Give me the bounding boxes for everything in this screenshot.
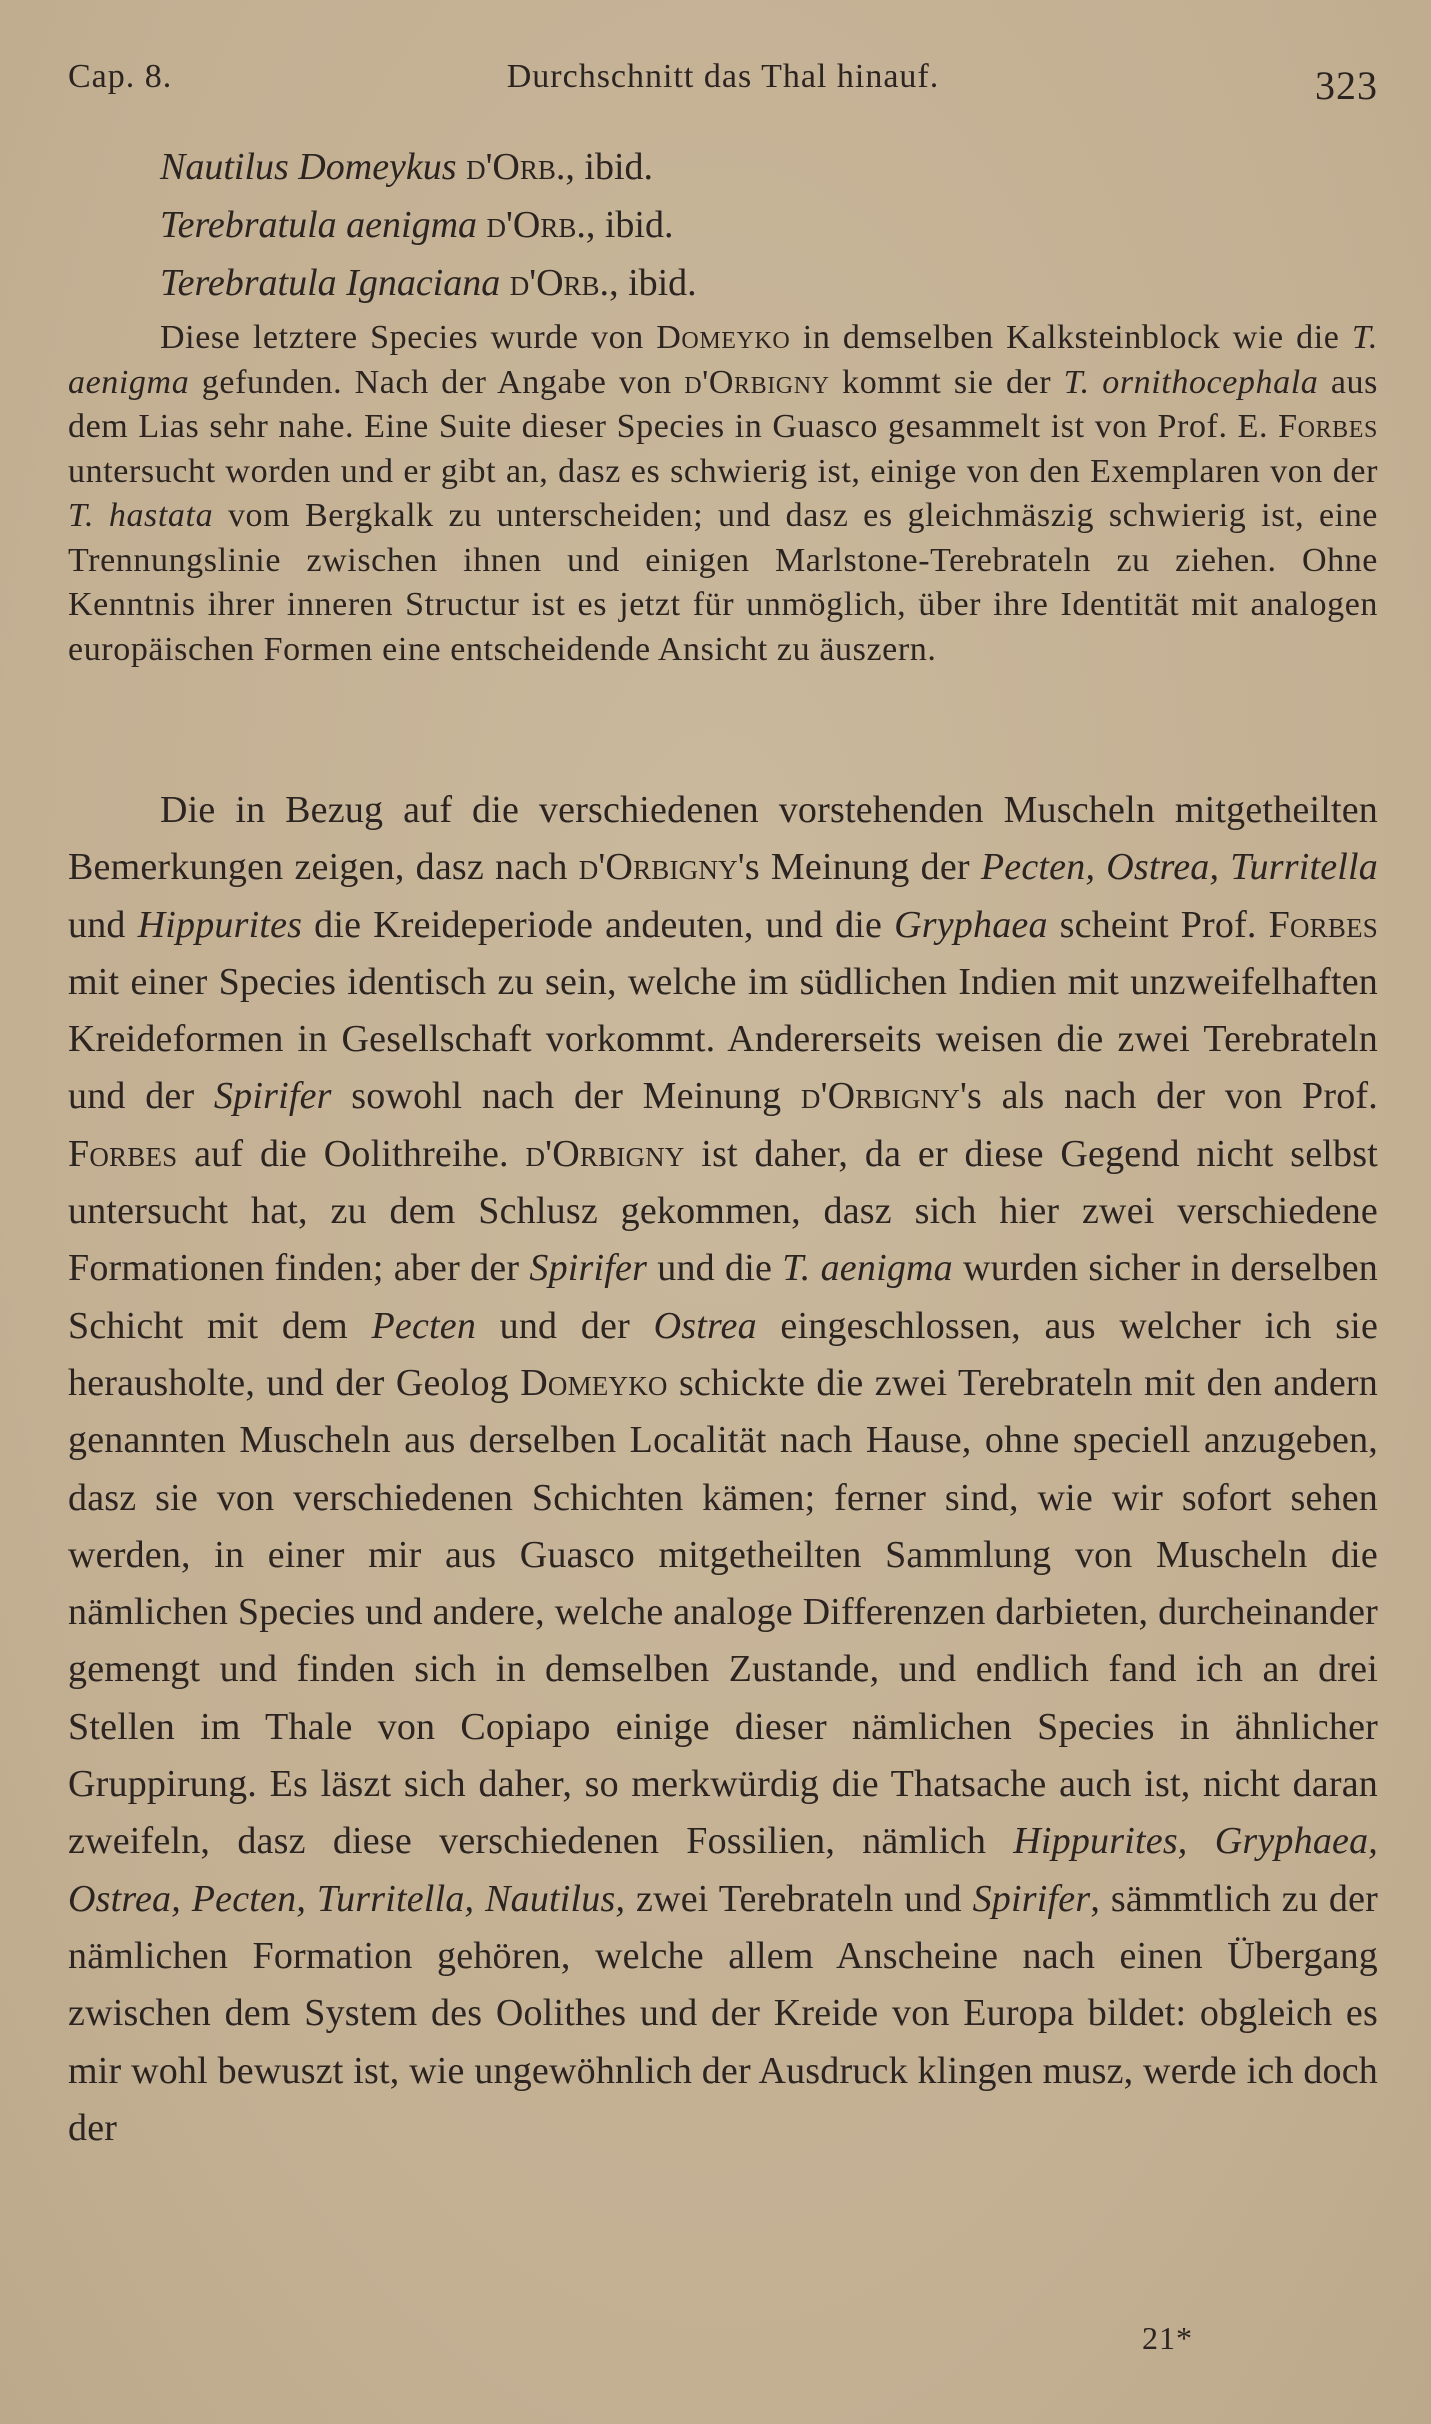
running-title: Durchschnitt das Thal hinauf. xyxy=(506,58,940,95)
text-run: 's als nach der von Prof. xyxy=(959,1075,1378,1118)
italic-term: T. aenigma xyxy=(782,1247,953,1290)
text-run: und xyxy=(68,903,138,946)
text-run: mit einer Species identisch zu sein, welche im südlichen Indien mit unzweifelhaften Kreideformen in Gesellschaft vorkommt. Andererseits weisen die zwei Terebrateln und der xyxy=(68,960,1378,1118)
text-run: kommt sie der xyxy=(829,363,1064,401)
text-run: wurden sicher in derselben Schicht mit dem xyxy=(68,1247,1378,1347)
species-source: , ibid. xyxy=(565,146,654,188)
author-name: Forbes xyxy=(68,1132,178,1175)
author-name: Domeyko xyxy=(520,1361,668,1404)
italic-term: Hippurites, Gryphaea, Ostrea, Pecten, Turritella, Nautilus, xyxy=(68,1820,1378,1920)
text-run: zwei Terebrateln und xyxy=(625,1877,973,1920)
italic-term: T. ornithocephala xyxy=(1063,363,1319,401)
italic-term: Spirifer xyxy=(972,1877,1091,1920)
species-reference xyxy=(160,196,697,254)
text-run: auf die Oolithreihe. xyxy=(177,1132,526,1175)
italic-term: Hippurites xyxy=(137,903,303,946)
running-header xyxy=(68,50,1378,110)
text-run: in demselben Kalksteinblock wie die xyxy=(790,319,1352,356)
author-name: Forbes xyxy=(1268,903,1378,946)
species-name: Terebratula Ignaciana xyxy=(160,262,501,304)
species-author: d'Orb. xyxy=(466,146,566,188)
text-run: Die in Bezug auf die verschiedenen vorstehenden Muscheln mitgetheilten Bemerkungen zeigen, dasz nach xyxy=(68,789,1378,889)
note-paragraph xyxy=(68,316,1378,672)
text-run: schickte die zwei Terebrateln mit den andern genannten Muscheln aus derselben Localität nach Hause, ohne speciell anzugeben, dasz sie von verschiedenen Schichten kämen; ferner sind, wie wir sofort sehen werden, in einer mir aus Guasco mitgetheilten Sammlung von Muscheln die nämlichen Species und andere, welche analoge Differenzen darbieten, durcheinander gemengt und finden sich in demselben Zustande, und endlich fand ich an drei Stellen im Thale von Copiapo einige dieser nämlichen Species in ähnlicher Gruppirung. Es läszt sich daher, so merkwürdig die Thatsache auch ist, nicht daran zweifeln, dasz diese verschiedenen Fossilien, nämlich xyxy=(68,1361,1378,1863)
text-run: scheint Prof. xyxy=(1047,903,1269,946)
author-name: d'Orbigny xyxy=(684,363,830,401)
text-run: und die xyxy=(647,1247,783,1290)
chapter-label: Cap. 8. xyxy=(68,58,173,95)
italic-term: Spirifer xyxy=(213,1075,332,1118)
signature-mark: 21* xyxy=(1142,2320,1193,2356)
italic-term: Gryphaea xyxy=(894,903,1048,946)
author-name: d'Orbigny xyxy=(578,846,738,889)
author-name: d'Orbigny xyxy=(800,1075,960,1118)
species-reference xyxy=(160,138,697,196)
text-run: gefunden. Nach der Angabe von xyxy=(189,363,685,401)
species-source: , ibid. xyxy=(585,204,674,246)
italic-term: T. aenigma xyxy=(68,319,1378,401)
text-run: ist daher, da er diese Gegend nicht selbst untersucht hat, zu dem Schlusz gekommen, dasz sich hier zwei verschiedene Formationen finden; aber der xyxy=(68,1132,1378,1290)
species-author: d'Orb. xyxy=(486,204,586,246)
author-name: d'Orbigny xyxy=(525,1132,685,1175)
species-name: Nautilus Domeykus xyxy=(160,146,457,188)
text-run: 's Meinung der xyxy=(737,846,981,889)
text-run: aus dem Lias sehr nahe. Eine Suite dieser Species in Guasco gesammelt ist von Prof. E. xyxy=(68,363,1378,445)
text-run: eingeschlossen, aus welcher ich sie herausholte, und der Geolog xyxy=(68,1304,1379,1404)
body-paragraph xyxy=(68,782,1378,2157)
text-run: vom Bergkalk zu unterscheiden; und dasz es gleichmäszig schwierig ist, eine Trennungslinie zwischen ihnen und einigen Marlstone-Terebrateln zu ziehen. Ohne Kenntnis ihrer inneren Structur ist es jetzt für unmöglich, über ihre Identität mit analogen europäischen Formen eine entscheidende Ansicht zu äuszern. xyxy=(68,497,1378,668)
species-source: , ibid. xyxy=(609,262,697,304)
italic-term: Pecten xyxy=(371,1304,477,1347)
text-run: die Kreideperiode andeuten, und die xyxy=(302,903,895,946)
species-reference xyxy=(160,254,697,312)
text-run: untersucht worden und er gibt an, dasz es schwierig ist, einige von den Exemplaren von der xyxy=(68,452,1378,490)
italic-term: Spirifer xyxy=(529,1247,648,1290)
italic-term: Ostrea xyxy=(653,1304,757,1347)
species-reference-list xyxy=(160,138,697,312)
text-run: , sämmtlich zu der nämlichen Formation gehören, welche allem Anscheine nach einen Übergang zwischen dem System des Oolithes und der Kreide von Europa bildet: obgleich es mir wohl bewuszt ist, wie ungewöhnlich der Ausdruck klingen musz, werde ich doch der xyxy=(68,1877,1378,2149)
author-name: Forbes xyxy=(1278,408,1378,445)
species-name: Terebratula aenigma xyxy=(160,204,478,246)
text-run: Diese letztere Species wurde von xyxy=(160,319,657,356)
italic-term: T. hastata xyxy=(68,497,214,534)
italic-term: Pecten, Ostrea, Turritella xyxy=(980,846,1378,889)
text-run: und der xyxy=(476,1304,654,1347)
page-number: 323 xyxy=(1315,63,1378,108)
author-name: Domeyko xyxy=(656,319,791,356)
text-run: sowohl nach der Meinung xyxy=(331,1075,801,1118)
species-author: d'Orb. xyxy=(509,262,610,304)
